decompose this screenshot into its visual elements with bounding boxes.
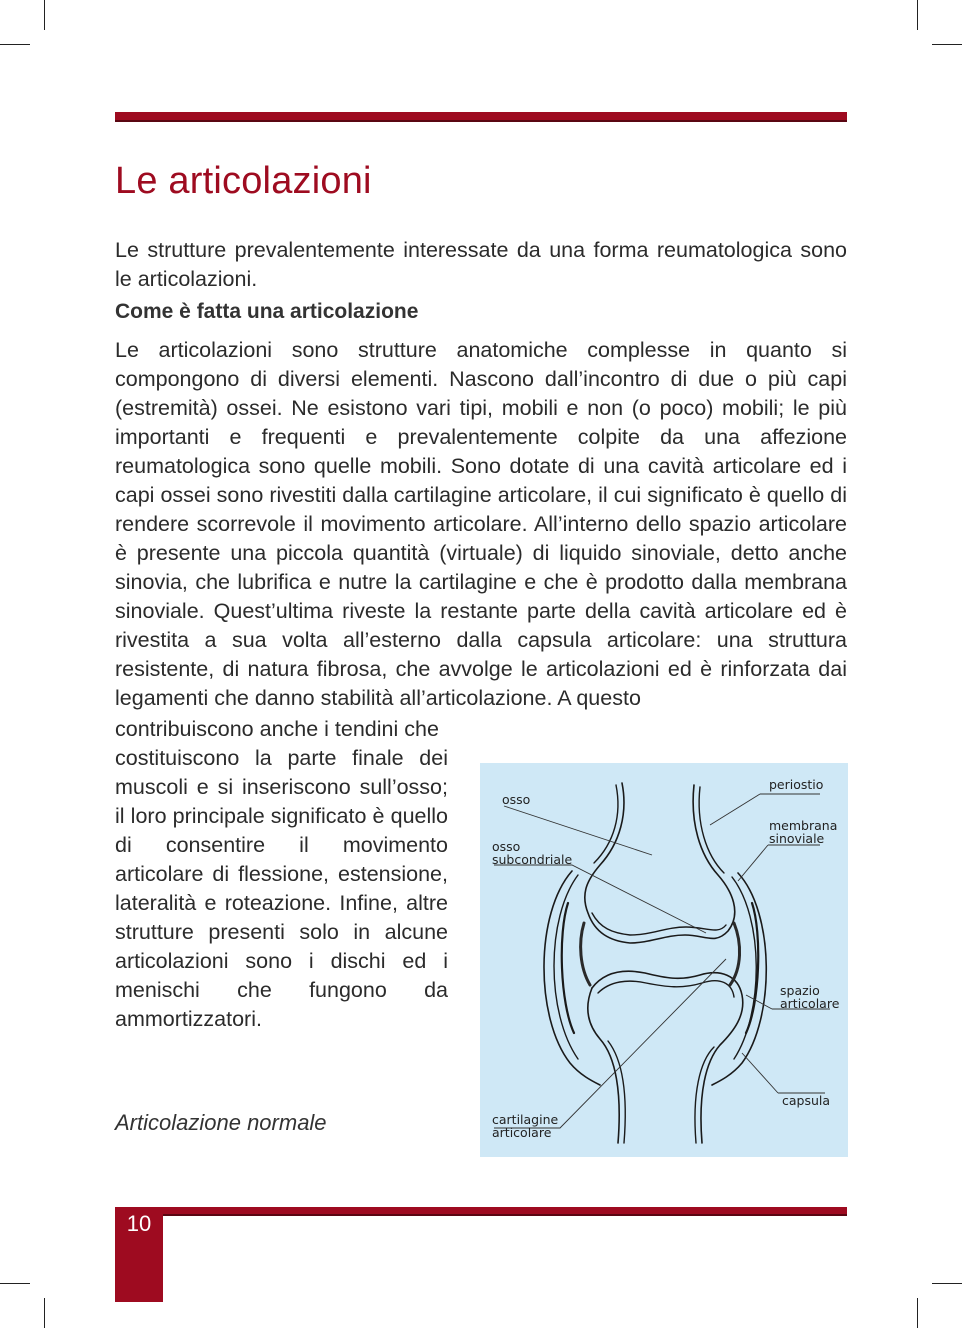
main-paragraph: Le articolazioni sono strutture anatomiche complesse in quanto si compongono di diversi elementi. Nascono dall’incontro di due o più capi (estremità) ossei. Ne esistono vari tipi, mobili e non (o poco) mobili; le più importanti e frequenti e prevalentemente colpite da una affezione reumatologica sono quelle mobili. Sono dotate di una cavità articolare ed i capi ossei sono rivestiti dalla cartilagine articolare, il cui significato è quello di rendere scorrevole il movimento articolare. All’interno dello spazio articolare è presente una piccola quantità (virtuale) di liquido sinoviale, detto anche sinovia, che lubrifica e nutre la cartilagine e che è prodotto dalla membrana sinoviale. Quest’ultima riveste la restante parte della cavità articolare ed è rivestita a sua volta all’esterno dalla capsula articolare: una struttura resistente, di natura fibrosa, che avvolge le articolazioni ed è rinforzata dai legamenti che danno stabilità all’articolazione. A questo — [115, 338, 847, 710]
label-cartilagine-1: cartilagine — [492, 1112, 559, 1127]
label-membrana-1: membrana — [769, 818, 838, 833]
page-number: 10 — [126, 1211, 152, 1236]
joint-diagram — [480, 763, 848, 1157]
crop-mark — [0, 1283, 30, 1284]
lower-bone — [588, 988, 619, 1143]
label-periostio: periostio — [769, 777, 824, 792]
capsule-left — [544, 871, 600, 1085]
label-capsula: capsula — [782, 1093, 831, 1108]
upper-bone — [585, 783, 735, 943]
side-paragraph: costituiscono la parte finale dei muscoli e si inseriscono sull’osso; il loro principale significato è quello di consentire il movimento articolare di flessione, estensione, lateralità e roteazione. Infine, altre strutture presenti solo in alcune articolazioni sono i dischi ed i menischi che fungono da ammortizzatori. — [115, 746, 448, 1031]
continuation-line: contribuiscono anche i tendini che — [115, 717, 439, 741]
page-number-box — [115, 1207, 163, 1302]
footer-rule — [115, 1207, 847, 1216]
label-spazio-2: articolare — [780, 996, 840, 1011]
intro-paragraph: Le strutture prevalentemente interessate da una forma reumatologica sono le articolazioni. — [115, 238, 847, 291]
figure-caption: Articolazione normale — [115, 1110, 327, 1135]
label-spazio-1: spazio — [780, 983, 820, 998]
label-membrana-2: sinoviale — [769, 831, 825, 846]
section-heading: Come è fatta una articolazione — [115, 300, 419, 323]
label-osso: osso — [502, 792, 531, 807]
crop-mark — [917, 1298, 918, 1328]
label-osso-subcondriale-2: subcondriale — [492, 852, 573, 867]
label-osso-subcondriale-1: osso — [492, 839, 521, 854]
crop-mark — [0, 44, 30, 45]
crop-mark — [917, 0, 918, 30]
crop-mark — [44, 1298, 45, 1328]
header-rule — [115, 112, 847, 122]
crop-mark — [932, 1283, 962, 1284]
label-cartilagine-2: articolare — [492, 1125, 552, 1140]
page-title: Le articolazioni — [115, 160, 372, 202]
crop-mark — [44, 0, 45, 30]
crop-mark — [932, 44, 962, 45]
